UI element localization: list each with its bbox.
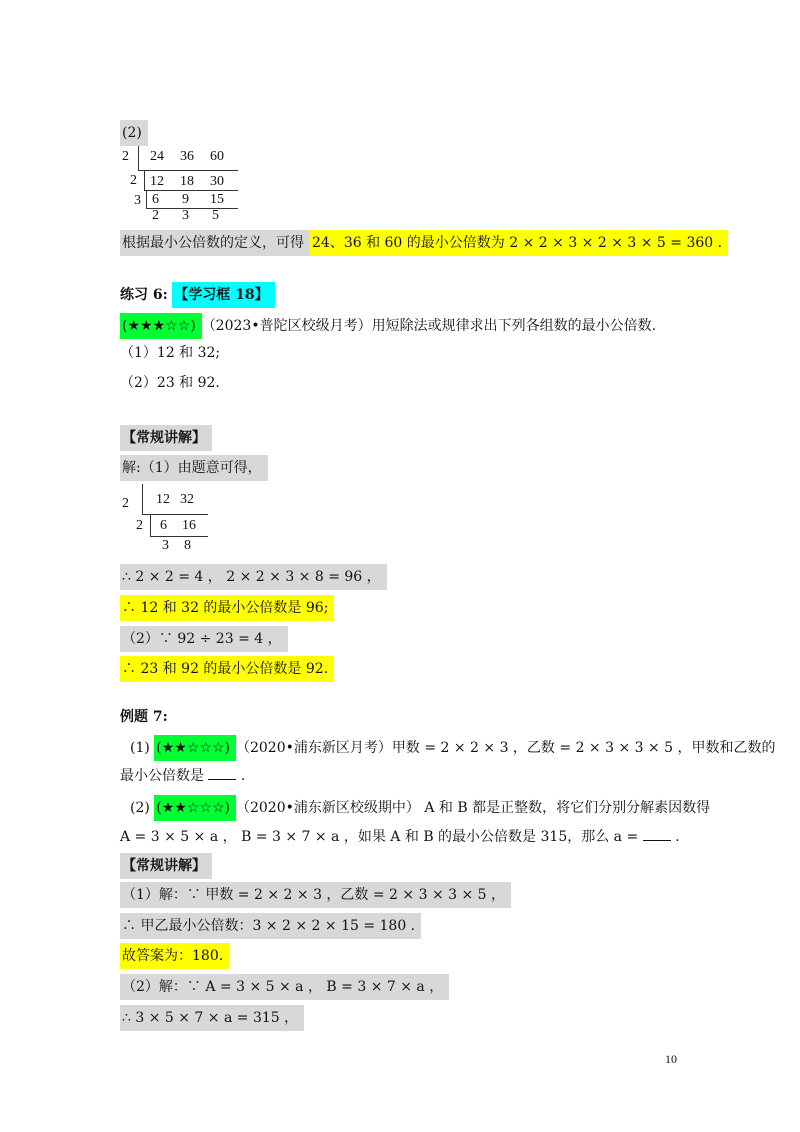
table-cell: 5 — [212, 208, 219, 223]
divisor: 2 — [130, 173, 137, 188]
solution-1-intro: 解:（1）由题意可得， — [120, 455, 268, 481]
example-7-part2-line2: A = 3 × 5 × a ， B = 3 × 7 × a ，如果 A 和 B 的最小公倍数是 315，那么 a = . — [120, 826, 680, 847]
solution-1-calc: ∴ 2 × 2 = 4 ， 2 × 2 × 3 × 8 = 96 ， — [120, 564, 387, 590]
table-cell: 16 — [182, 518, 196, 533]
table-cell: 12 — [150, 174, 164, 189]
example-7-solution-1b: ∴ 甲乙最小公倍数：3 × 2 × 2 × 15 = 180 . — [120, 913, 421, 939]
solution-2-calc: （2）∵ 92 ÷ 23 = 4 ， — [120, 626, 288, 652]
table-cell: 2 — [152, 208, 159, 223]
table-cell: 3 — [162, 538, 169, 553]
example-7-answer: 故答案为：180. — [120, 943, 229, 969]
study-tag: 【学习框 18】 — [172, 282, 274, 308]
table-cell: 24 — [150, 149, 164, 164]
exercise-6-q1: （1）12 和 32; — [120, 345, 221, 361]
table-cell: 60 — [210, 149, 224, 164]
table-cell: 12 — [156, 492, 170, 507]
example-7-solution-1: （1）解：∵ 甲数 = 2 × 2 × 3 ，乙数 = 2 × 3 × 3 × 5 ， — [120, 882, 511, 908]
difficulty-stars: (★★★☆☆) — [120, 313, 202, 339]
example-7-part1-line2: 最小公倍数是 . — [120, 765, 245, 786]
example-7-solution-2: （2）解：∵ A = 3 × 5 × a ， B = 3 × 7 × a ， — [120, 974, 449, 1000]
solution-1-result: ∴ 12 和 32 的最小公倍数是 96; — [120, 595, 334, 621]
table-cell: 32 — [180, 492, 194, 507]
difficulty-stars: (★★☆☆☆) — [154, 735, 236, 761]
example-7-part2: (2) (★★☆☆☆) （2020•浦东新区校级期中） A 和 B 都是正整数，将它们分别分解素因数得 — [130, 795, 710, 821]
divisor: 2 — [122, 149, 129, 164]
answer-blank[interactable] — [643, 826, 671, 841]
part2-label: (2) — [120, 120, 148, 146]
table-cell: 30 — [210, 174, 224, 189]
short-division-table-2 — [120, 484, 210, 554]
solution-2-result: ∴ 23 和 92 的最小公倍数是 92. — [120, 656, 334, 682]
exercise-6-question: (★★★☆☆) （2023•普陀区校级月考）用短除法或规律求出下列各组数的最小公倍数. — [120, 313, 656, 339]
table-cell: 3 — [182, 208, 189, 223]
explain-heading-2: 【常规讲解】 — [120, 853, 212, 879]
exercise-6-q2: （2）23 和 92. — [120, 375, 220, 391]
table-cell: 8 — [184, 538, 191, 553]
table-cell: 6 — [160, 518, 167, 533]
page-number: 10 — [665, 1052, 677, 1066]
conclusion-1: 根据最小公倍数的定义，可得24、36 和 60 的最小公倍数为 2 × 2 × 3 × 2 × 3 × 5 = 360 . — [120, 230, 728, 256]
table-cell: 9 — [182, 192, 189, 207]
divisor: 2 — [136, 518, 143, 533]
example-7-label: 例题 7: — [120, 709, 168, 725]
table-cell: 36 — [180, 149, 194, 164]
example-7-solution-2b: ∴ 3 × 5 × 7 × a = 315 ， — [120, 1005, 304, 1031]
divisor: 3 — [134, 193, 141, 208]
exercise-6-header: 练习 6: 【学习框 18】 — [120, 282, 275, 308]
table-cell: 15 — [210, 192, 224, 207]
short-division-table-1 — [120, 146, 240, 224]
explain-heading: 【常规讲解】 — [120, 425, 212, 451]
example-7-part1: (1) (★★☆☆☆) （2020•浦东新区月考）甲数 = 2 × 2 × 3 ，乙数 = 2 × 3 × 3 × 5 ，甲数和乙数的 — [130, 735, 776, 761]
table-cell: 6 — [152, 192, 159, 207]
answer-blank[interactable] — [208, 765, 236, 780]
table-cell: 18 — [180, 174, 194, 189]
divisor: 2 — [122, 496, 129, 511]
difficulty-stars: (★★☆☆☆) — [154, 795, 236, 821]
